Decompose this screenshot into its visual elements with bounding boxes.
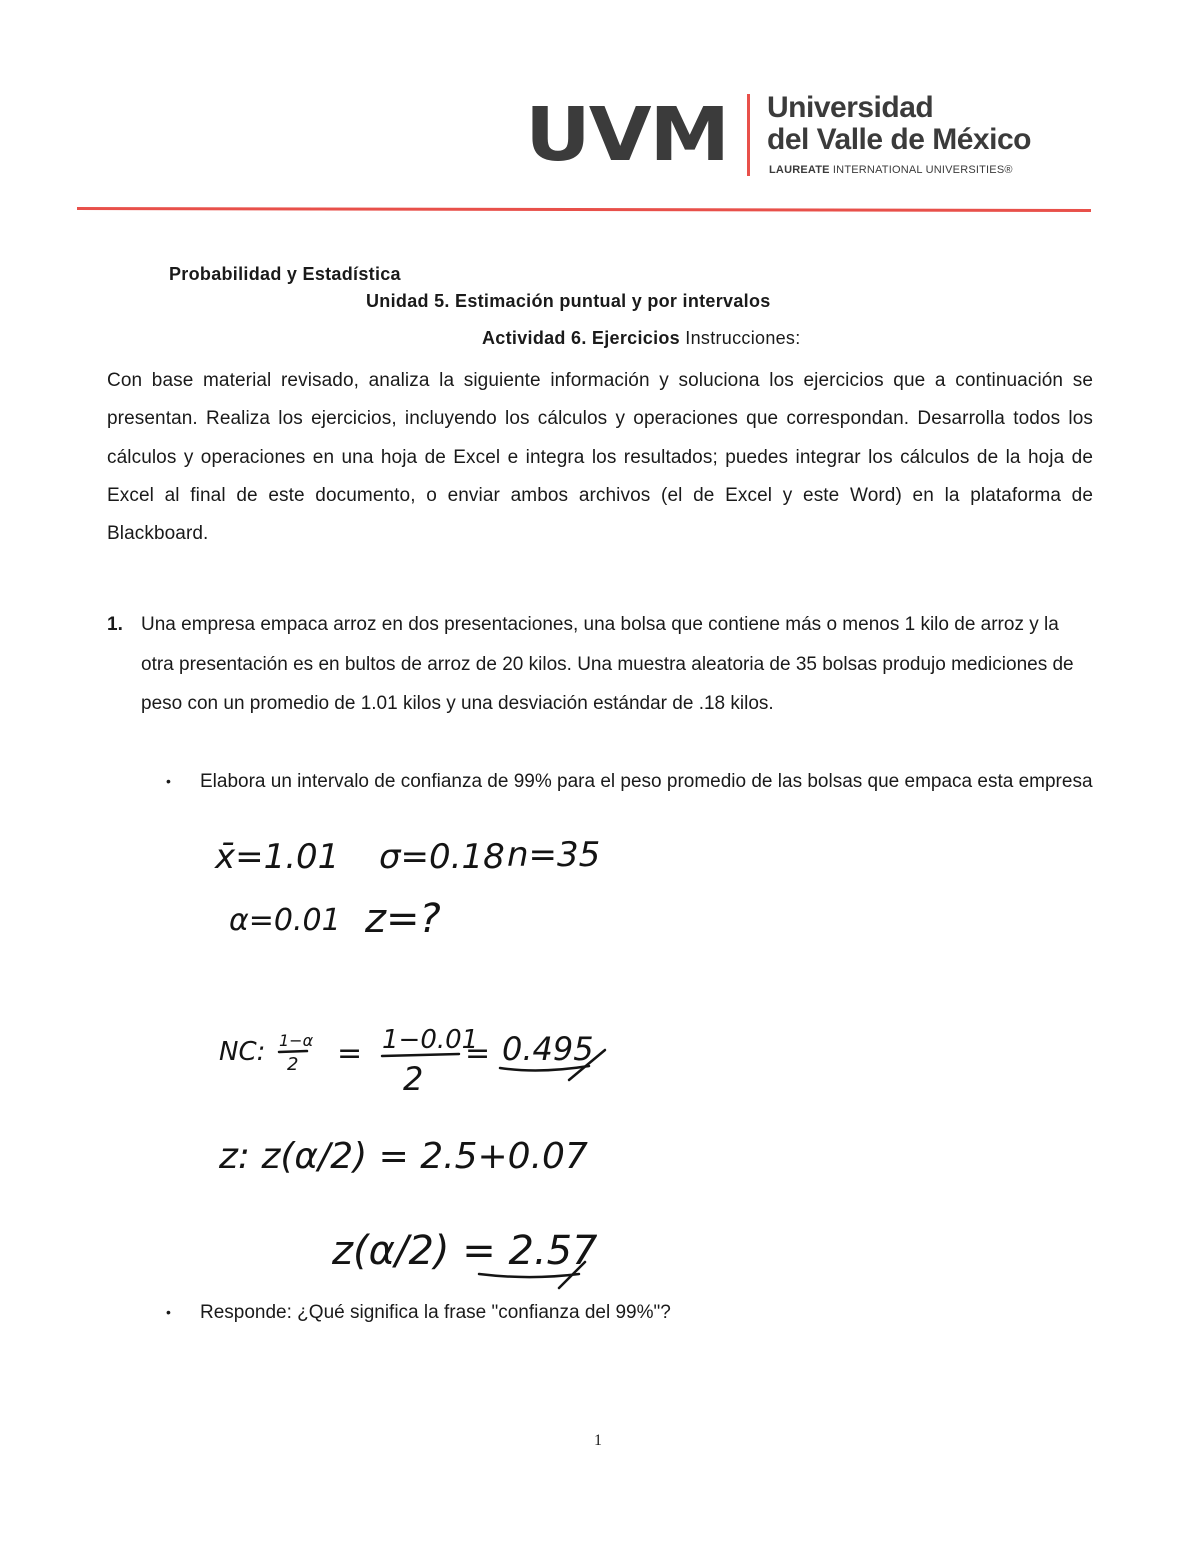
hw-nc-label: NC:: [219, 1037, 266, 1067]
hw-frac2-num: 1−0.01: [382, 1025, 479, 1055]
uvm-logo-mark: [525, 96, 730, 168]
hw-z-unknown: z=?: [365, 896, 441, 942]
logo-divider: [747, 94, 750, 176]
university-logo: [525, 90, 1045, 190]
hw-frac2-den: 2: [403, 1060, 424, 1098]
hw-alpha: α=0.01: [229, 903, 341, 938]
bullet-text: Elabora un intervalo de confianza de 99% para el peso promedio de las bolsas que empaca esta empresa: [200, 771, 1093, 792]
unit-title: Unidad 5. Estimación puntual y por intervalos: [366, 291, 771, 311]
bullet-text: Responde: ¿Qué significa la frase "confianza del 99%"?: [200, 1302, 671, 1323]
instructions-paragraph: Con base material revisado, analiza la siguiente información y soluciona los ejercicios que a continuación se presentan. Realiza los ejercicios, incluyendo los cálculos y operaciones que correspondan. Desarrolla todos los cálculos y operaciones en una hoja de Excel e integra los resultados; puedes integrar los cálculos de la hoja de Excel al final de este documento, o enviar ambos archivos (el de Excel y este Word) en la plataforma de Blackboard.: [107, 370, 1093, 545]
hw-result-0495: 0.495: [502, 1030, 594, 1068]
hw-xbar: x̄=1.01: [215, 837, 340, 877]
tagline-rest: INTERNATIONAL UNIVERSITIES®: [829, 164, 1013, 176]
hw-frac1-num: 1−α: [279, 1031, 314, 1050]
university-name-line2: del Valle de México: [767, 123, 1031, 156]
university-name-line1: Universidad: [767, 91, 934, 124]
activity-title: [482, 328, 801, 349]
hw-z-result: z(α/2) = 2.57: [332, 1228, 598, 1274]
hw-sigma: σ=0.18: [379, 837, 505, 877]
handwritten-solution-image: [207, 828, 615, 1290]
problem-statement: Una empresa empaca arroz en dos presentaciones, una bolsa que contiene más o menos 1 kilo de arroz y la otra presentación es en bultos de arroz de 20 kilos. Una muestra aleatoria de 35 bolsas produjo mediciones de peso con un promedio de 1.01 kilos y una desviación estándar de .18 kilos.: [141, 614, 1074, 714]
page-number: 1: [594, 1432, 602, 1449]
activity-label: Actividad 6. Ejercicios: [482, 328, 680, 348]
bullet-icon: •: [166, 1304, 171, 1320]
instructions-label: Instrucciones:: [679, 328, 801, 348]
bullet-icon: •: [166, 773, 171, 789]
uvm-logo-text: UVM: [525, 96, 728, 168]
subject-title: Probabilidad y Estadística: [169, 264, 401, 284]
logo-tagline: [769, 164, 1013, 176]
problem-number: 1.: [107, 614, 123, 635]
university-name: [767, 92, 1031, 156]
hw-n: n=35: [507, 835, 601, 875]
hw-eq2: =: [465, 1036, 491, 1071]
hw-frac1-den: 2: [287, 1054, 299, 1075]
hw-eq1: =: [337, 1036, 363, 1071]
tagline-brand: LAUREATE: [769, 164, 830, 176]
header-divider-line: [77, 207, 1091, 212]
hw-z-calc: z: z(α/2) = 2.5+0.07: [219, 1136, 588, 1177]
